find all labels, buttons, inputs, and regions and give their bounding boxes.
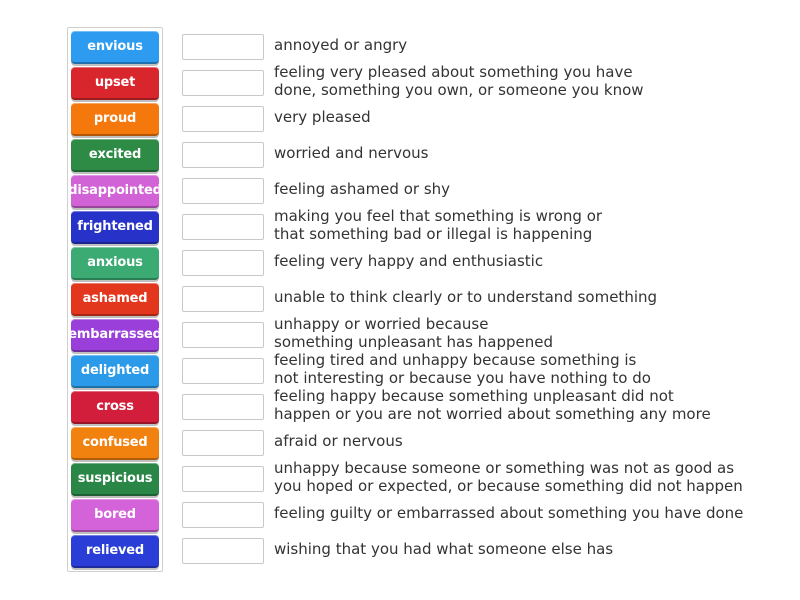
answer-drop-box[interactable]: [182, 70, 264, 96]
definition-text: feeling tired and unhappy because something is not interesting or because you have nothing to do: [274, 351, 651, 387]
word-tile-label: bored: [94, 507, 136, 522]
word-tile-excited[interactable]: [71, 139, 159, 172]
definition-text: wishing that you had what someone else has: [274, 540, 614, 558]
word-tile-bored[interactable]: [71, 499, 159, 532]
definition-text: feeling ashamed or shy: [274, 180, 451, 198]
answer-drop-box[interactable]: [182, 214, 264, 240]
word-tile-label: ashamed: [82, 291, 148, 306]
answer-drop-box[interactable]: [182, 394, 264, 420]
answer-drop-box[interactable]: [182, 250, 264, 276]
answer-drop-box[interactable]: [182, 358, 264, 384]
word-tile-frightened[interactable]: [71, 211, 159, 244]
word-tile-label: disappointed: [68, 183, 162, 198]
word-tile-upset[interactable]: [71, 67, 159, 100]
answer-drop-box[interactable]: [182, 286, 264, 312]
definition-text: very pleased: [274, 108, 371, 126]
answer-drop-box[interactable]: [182, 502, 264, 528]
word-tile-embarrassed[interactable]: [68, 319, 162, 352]
word-tile-label: excited: [88, 147, 142, 162]
word-tile-label: proud: [93, 111, 137, 126]
word-tile-label: cross: [96, 399, 134, 414]
definition-text: unable to think clearly or to understand something: [274, 288, 658, 306]
word-tile-label: upset: [94, 75, 136, 90]
definition-text: worried and nervous: [274, 144, 429, 162]
word-tile-confused[interactable]: [71, 427, 159, 460]
definition-text: unhappy or worried because something unpleasant has happened: [274, 315, 553, 351]
definition-text: unhappy because someone or something was not as good as you hoped or expected, or because something did not happen: [274, 459, 743, 495]
definition-text: making you feel that something is wrong or that something bad or illegal is happening: [274, 207, 603, 243]
answer-drop-box[interactable]: [182, 106, 264, 132]
word-tile-label: delighted: [80, 363, 150, 378]
definition-text: feeling very pleased about something you have done, something you own, or someone you know: [274, 63, 644, 99]
word-tile-suspicious[interactable]: [71, 463, 159, 496]
word-tile-label: embarrassed: [68, 327, 162, 342]
word-tile-label: envious: [87, 39, 143, 54]
word-tile-label: relieved: [86, 543, 144, 558]
word-tile-label: suspicious: [77, 471, 153, 486]
word-tile-cross[interactable]: [71, 391, 159, 424]
answer-drop-box[interactable]: [182, 34, 264, 60]
answer-drop-box[interactable]: [182, 322, 264, 348]
word-tile-ashamed[interactable]: [71, 283, 159, 316]
answer-drop-box[interactable]: [182, 142, 264, 168]
answer-drop-box[interactable]: [182, 538, 264, 564]
word-tile-label: anxious: [87, 255, 143, 270]
definition-text: feeling guilty or embarrassed about something you have done: [274, 504, 744, 522]
word-tile-delighted[interactable]: [71, 355, 159, 388]
answer-drop-box[interactable]: [182, 466, 264, 492]
word-tile-proud[interactable]: [71, 103, 159, 136]
word-tile-envious[interactable]: [71, 31, 159, 64]
answer-drop-box[interactable]: [182, 178, 264, 204]
answer-drop-box[interactable]: [182, 430, 264, 456]
word-tile-disappointed[interactable]: [68, 175, 162, 208]
definition-text: afraid or nervous: [274, 432, 403, 450]
definition-text: annoyed or angry: [274, 36, 408, 54]
word-tile-relieved[interactable]: [71, 535, 159, 568]
definition-text: feeling happy because something unpleasant did not happen or you are not worried about something any more: [274, 387, 711, 423]
definition-text: feeling very happy and enthusiastic: [274, 252, 544, 270]
word-tile-anxious[interactable]: [71, 247, 159, 280]
word-tile-label: confused: [82, 435, 148, 450]
word-tile-label: frightened: [77, 219, 153, 234]
